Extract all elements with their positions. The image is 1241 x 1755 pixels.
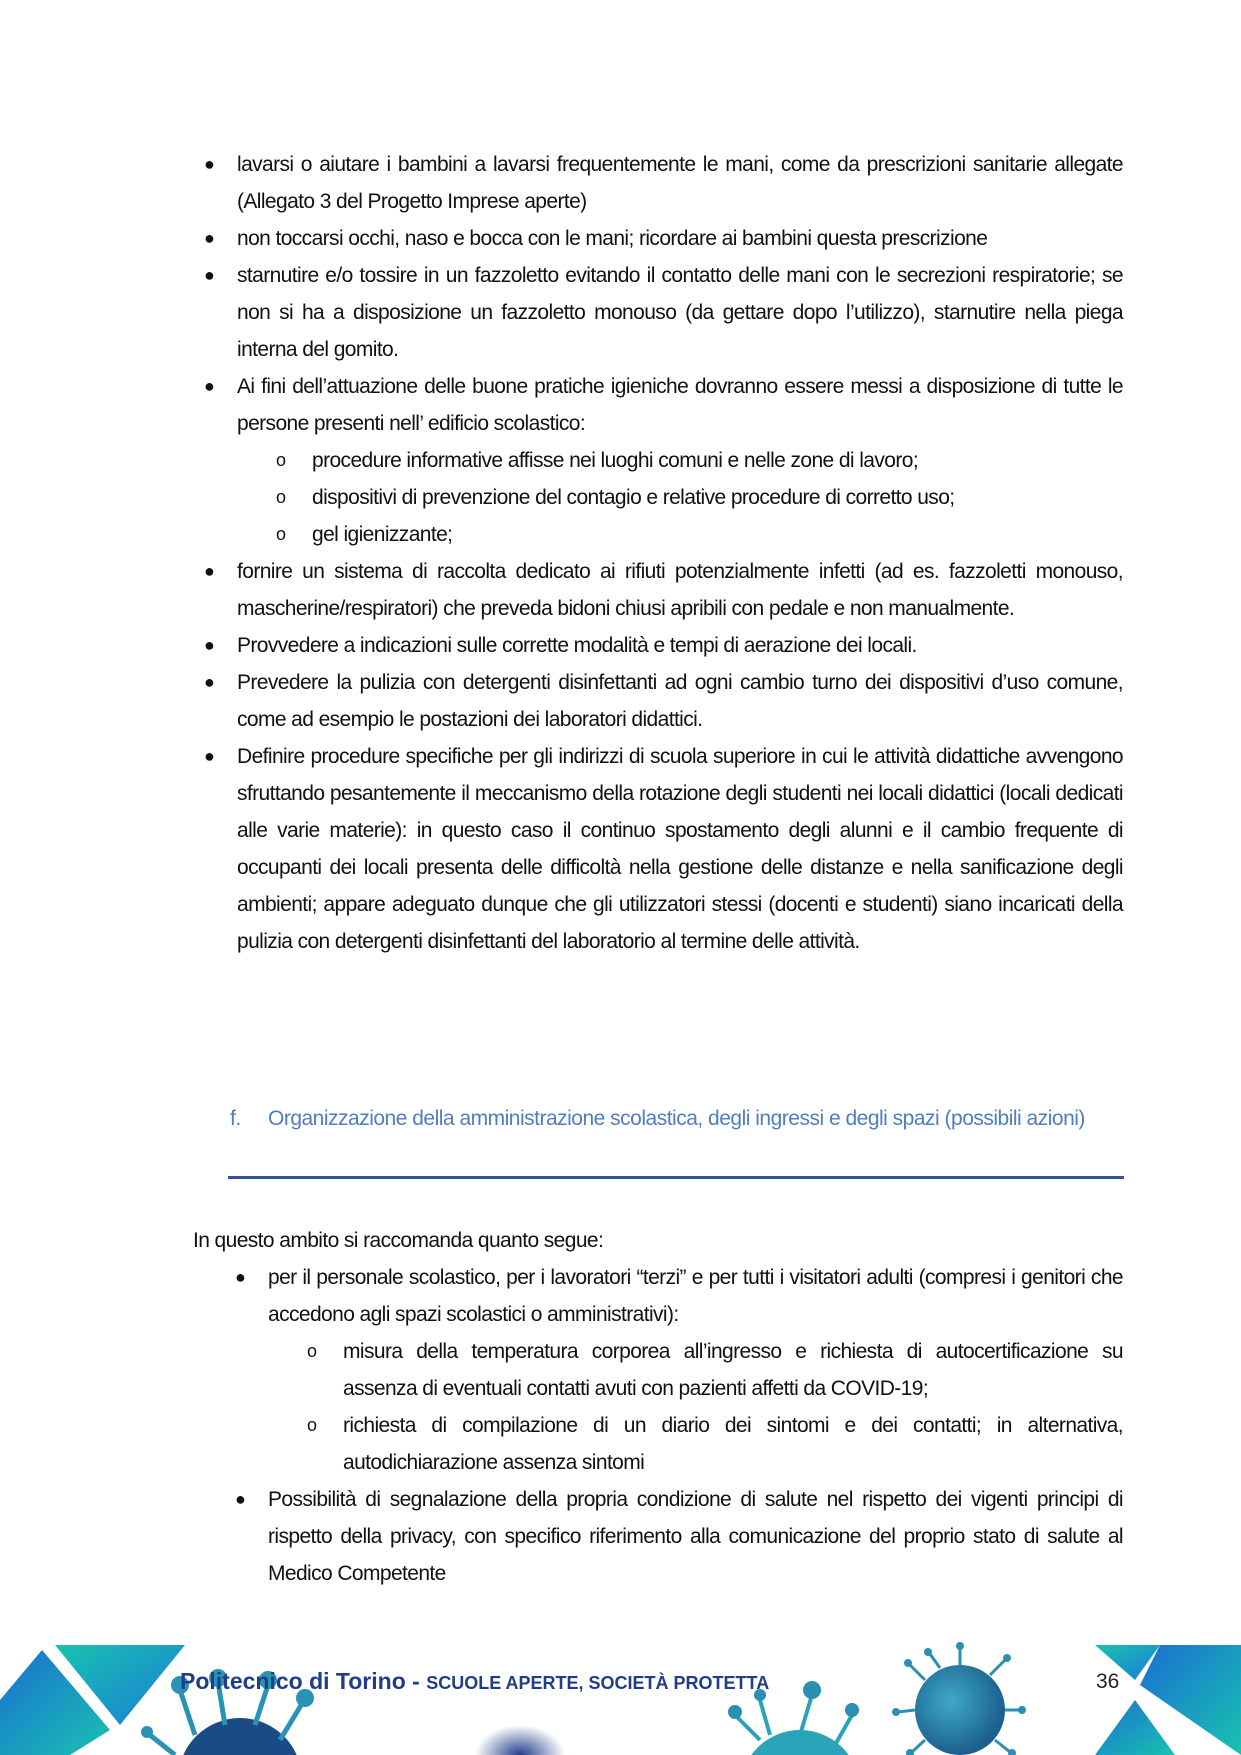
bullet-icon: ●: [235, 1267, 246, 1287]
footer-decoration-icon: [0, 1640, 1241, 1755]
list-item: [204, 738, 1123, 960]
bullet-icon: ●: [204, 154, 215, 174]
page-number: 36: [1096, 1670, 1120, 1693]
bullet-icon: ●: [204, 561, 215, 581]
circle-bullet-icon: o: [276, 450, 286, 470]
list-item-text: non toccarsi occhi, naso e bocca con le mani; ricordare ai bambini questa prescrizione: [237, 227, 988, 250]
sub-list-item-text: gel igienizzante;: [312, 523, 453, 546]
list-item-text: Definire procedure specifiche per gli indirizzi di scuola superiore in cui le attività didattiche avvengono sfruttando pesantemente il meccanismo della rotazione degli studenti nei locali didattici (locali dedicati alle varie materie): in questo caso il continuo spostamento degli alunni e il cambio frequente di occupanti dei locali presenta delle difficoltà nella gestione delle distanze e nella sanificazione degli ambienti; appare adeguato dunque che gli utilizzatori stessi (docenti e studenti) siano incaricati della pulizia con detergenti disinfettanti del laboratorio al termine delle attività.: [237, 745, 1123, 953]
administration-bullet-list: [235, 1259, 1123, 1592]
bullet-icon: ●: [204, 376, 215, 396]
list-item: [235, 1259, 1123, 1333]
bullet-icon: ●: [235, 1489, 246, 1509]
bullet-icon: ●: [204, 228, 215, 248]
list-item-text: Ai fini dell’attuazione delle buone pratiche igieniche dovranno essere messi a disposizione di tutte le persone presenti nell’ edificio scolastico:: [237, 375, 1123, 435]
section-title: Organizzazione della amministrazione scolastica, degli ingressi e degli spazi (possibili azioni): [268, 1107, 1085, 1130]
circle-bullet-icon: o: [307, 1415, 317, 1435]
sub-list-item: [276, 479, 1123, 516]
list-item-text: starnutire e/o tossire in un fazzoletto evitando il contatto delle mani con le secrezioni respiratorie; se non si ha a disposizione un fazzoletto monouso (da gettare dopo l’utilizzo), starnutire nella piega interna del gomito.: [237, 264, 1123, 361]
list-item-text: Prevedere la pulizia con detergenti disinfettanti ad ogni cambio turno dei dispositivi d’uso comune, come ad esempio le postazioni dei laboratori didattici.: [237, 671, 1123, 731]
sub-list-item-text: misura della temperatura corporea all’ingresso e richiesta di autocertificazione su assenza di eventuali contatti avuti con pazienti affetti da COVID-19;: [343, 1340, 1123, 1400]
bullet-icon: ●: [204, 635, 215, 655]
list-item: [204, 368, 1123, 442]
list-item: [204, 664, 1123, 738]
heading-divider: [228, 1176, 1124, 1179]
sub-list-item: [276, 442, 1123, 479]
sub-list-item-text: dispositivi di prevenzione del contagio e relative procedure di corretto uso;: [312, 486, 955, 509]
footer-title-institution: Politecnico di Torino -: [180, 1668, 427, 1694]
intro-paragraph: In questo ambito si raccomanda quanto segue:: [193, 1229, 604, 1252]
list-item-text: per il personale scolastico, per i lavoratori “terzi” e per tutti i visitatori adulti (compresi i genitori che accedono agli spazi scolastici o amministrativi):: [268, 1266, 1123, 1326]
list-item: [204, 146, 1123, 220]
footer-title-project: SCUOLE APERTE, SOCIETÀ PROTETTA: [426, 1673, 770, 1693]
list-item: [204, 257, 1123, 368]
page-footer: [0, 1640, 1241, 1755]
list-item-text: Provvedere a indicazioni sulle corrette modalità e tempi di aerazione dei locali.: [237, 634, 917, 657]
sub-list-item-text: richiesta di compilazione di un diario dei sintomi e dei contatti; in alternativa, autodichiarazione assenza sintomi: [343, 1414, 1123, 1474]
list-item: [204, 553, 1123, 627]
list-item-text: lavarsi o aiutare i bambini a lavarsi frequentemente le mani, come da prescrizioni sanitarie allegate (Allegato 3 del Progetto Imprese aperte): [237, 153, 1123, 213]
list-item: [204, 627, 1123, 664]
sub-list-item: [307, 1333, 1123, 1407]
bullet-icon: ●: [204, 265, 215, 285]
sub-list-item-text: procedure informative affisse nei luoghi comuni e nelle zone di lavoro;: [312, 449, 919, 472]
circle-bullet-icon: o: [276, 487, 286, 507]
list-item-text: fornire un sistema di raccolta dedicato ai rifiuti potenzialmente infetti (ad es. fazzoletti monouso, mascherine/respiratori) che preveda bidoni chiusi apribili con pedale e non manualmente.: [237, 560, 1123, 620]
list-item: [204, 220, 1123, 257]
sub-list-item: [307, 1407, 1123, 1481]
footer-title: [180, 1668, 769, 1695]
bullet-icon: ●: [204, 746, 215, 766]
section-number: f.: [230, 1107, 241, 1130]
list-item: [235, 1481, 1123, 1592]
sub-list-item: [276, 516, 1123, 553]
circle-bullet-icon: o: [307, 1341, 317, 1361]
section-heading: [230, 1100, 1123, 1137]
list-item-text: Possibilità di segnalazione della propria condizione di salute nel rispetto dei vigenti principi di rispetto della privacy, con specifico riferimento alla comunicazione del proprio stato di salute al Medico Competente: [268, 1488, 1123, 1585]
bullet-icon: ●: [204, 672, 215, 692]
circle-bullet-icon: o: [276, 524, 286, 544]
hygiene-bullet-list: [204, 146, 1123, 960]
